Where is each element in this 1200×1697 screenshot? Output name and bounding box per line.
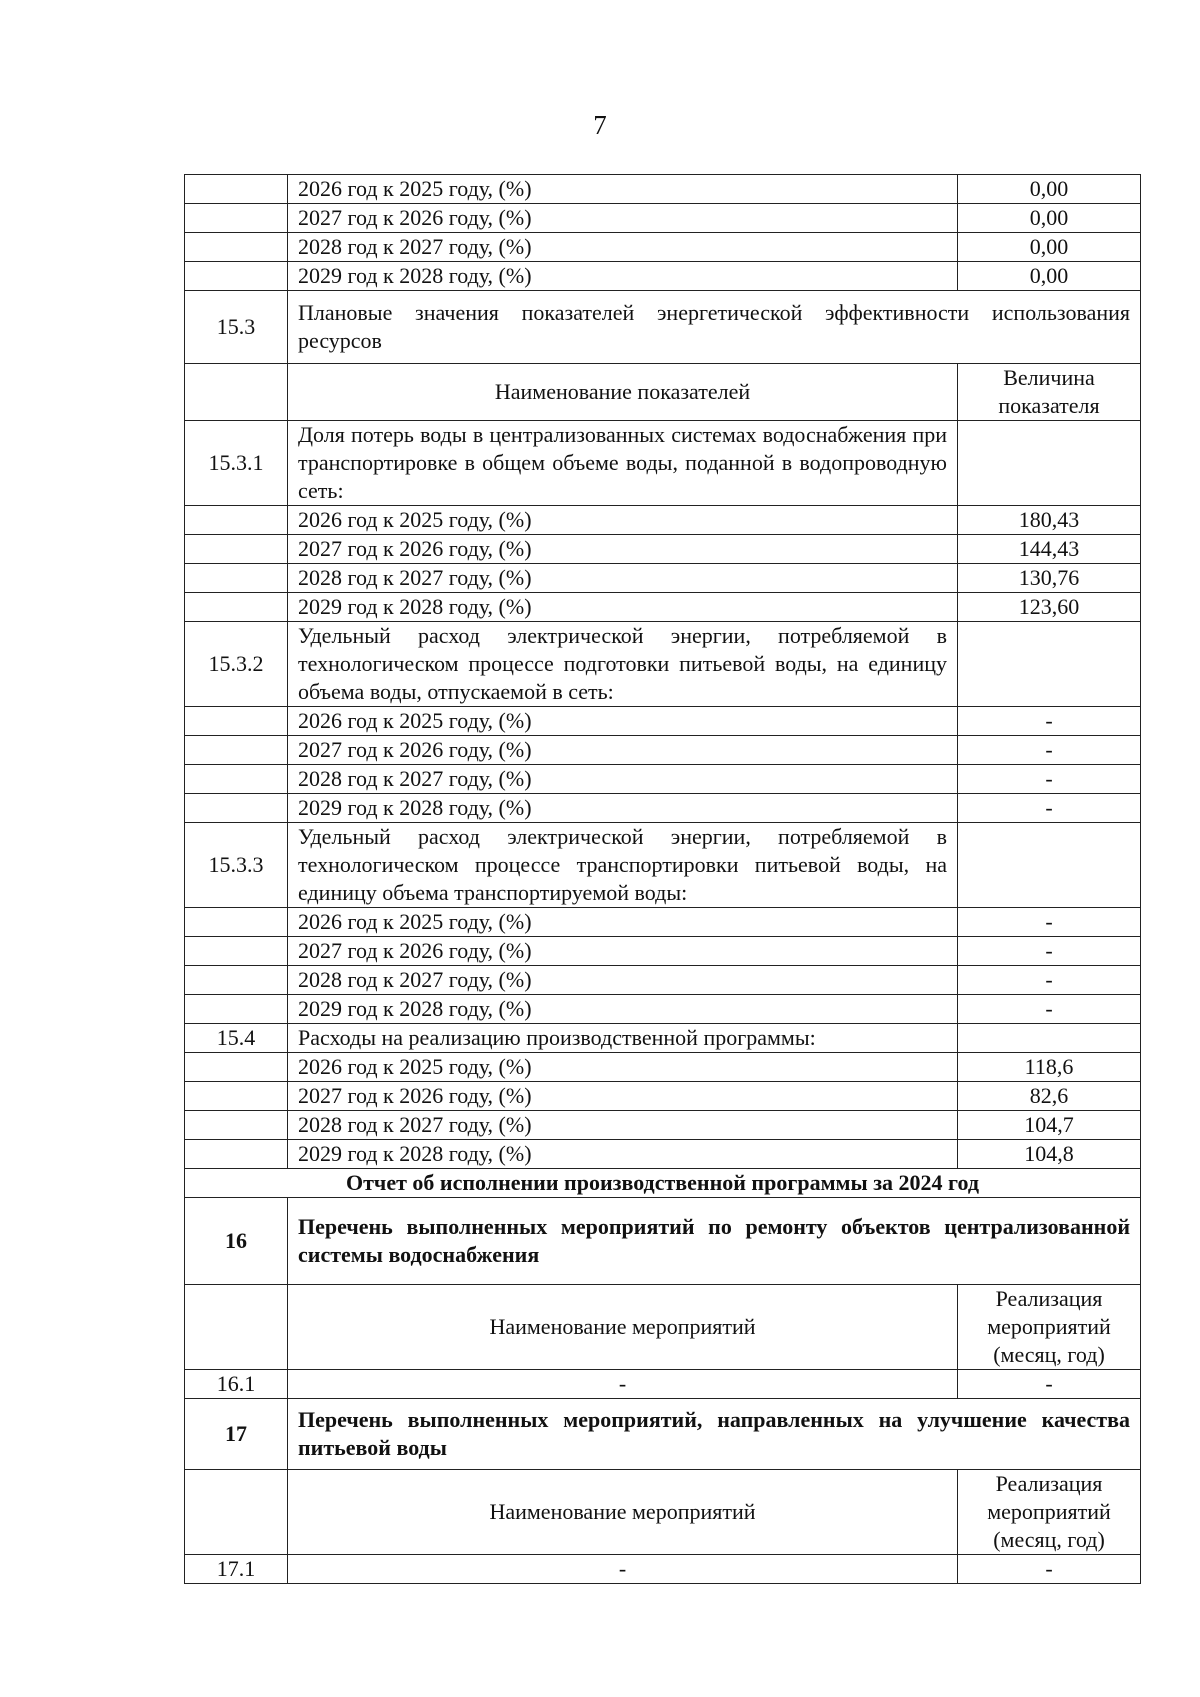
row-value: - — [958, 908, 1141, 937]
row-label: 2029 год к 2028 году, (%) — [288, 1140, 958, 1169]
indicators-table-body — [185, 175, 1141, 1584]
section-title: Перечень выполненных мероприятий по ремонту объектов централизованной системы водоснабжения — [288, 1198, 1141, 1285]
row-value: - — [958, 1555, 1141, 1584]
row-number — [185, 593, 288, 622]
row-value: 118,6 — [958, 1053, 1141, 1082]
row-number: 15.3.3 — [185, 823, 288, 908]
row-label: 2028 год к 2027 году, (%) — [288, 966, 958, 995]
table-row — [185, 564, 1141, 593]
row-number — [185, 937, 288, 966]
row-value: - — [958, 1370, 1141, 1399]
row-number — [185, 506, 288, 535]
row-label: 2028 год к 2027 году, (%) — [288, 1111, 958, 1140]
row-value — [958, 823, 1141, 908]
row-value: - — [958, 707, 1141, 736]
row-number — [185, 175, 288, 204]
row-label: Доля потерь воды в централизованных системах водоснабжения при транспортировке в общем объеме воды, поданной в водопроводную сеть: — [288, 421, 958, 506]
table-row — [185, 794, 1141, 823]
row-number — [185, 262, 288, 291]
row-number — [185, 1285, 288, 1370]
section-heading: Отчет об исполнении производственной программы за 2024 год — [185, 1169, 1141, 1198]
row-number — [185, 794, 288, 823]
table-row — [185, 593, 1141, 622]
indicators-table — [184, 174, 1141, 1584]
row-label: 2028 год к 2027 году, (%) — [288, 564, 958, 593]
row-value: 180,43 — [958, 506, 1141, 535]
table-row — [185, 175, 1141, 204]
section-title: Плановые значения показателей энергетической эффективности использования ресурсов — [288, 291, 1141, 364]
row-label: 2026 год к 2025 году, (%) — [288, 1053, 958, 1082]
page-number: 7 — [593, 110, 607, 140]
row-number: 17.1 — [185, 1555, 288, 1584]
table-row — [185, 1140, 1141, 1169]
table-row — [185, 1370, 1141, 1399]
row-number — [185, 707, 288, 736]
row-number — [185, 765, 288, 794]
row-value: - — [958, 736, 1141, 765]
row-number — [185, 364, 288, 421]
row-label: 2027 год к 2026 году, (%) — [288, 204, 958, 233]
row-label: 2029 год к 2028 году, (%) — [288, 262, 958, 291]
row-value: 104,8 — [958, 1140, 1141, 1169]
table-row — [185, 1555, 1141, 1584]
row-label: 2026 год к 2025 году, (%) — [288, 506, 958, 535]
table-row — [185, 1111, 1141, 1140]
row-value: 123,60 — [958, 593, 1141, 622]
row-value: - — [958, 765, 1141, 794]
row-value — [958, 622, 1141, 707]
row-label: 2026 год к 2025 году, (%) — [288, 707, 958, 736]
row-label: - — [288, 1555, 958, 1584]
row-value: - — [958, 995, 1141, 1024]
table-row — [185, 535, 1141, 564]
row-value: 130,76 — [958, 564, 1141, 593]
table-row — [185, 364, 1141, 421]
row-value: 0,00 — [958, 175, 1141, 204]
row-value — [958, 1024, 1141, 1053]
table-row — [185, 1399, 1141, 1470]
column-header-name: Наименование мероприятий — [288, 1285, 958, 1370]
row-number — [185, 966, 288, 995]
row-number — [185, 1111, 288, 1140]
row-label: 2028 год к 2027 году, (%) — [288, 233, 958, 262]
row-value: - — [958, 966, 1141, 995]
table-row — [185, 1053, 1141, 1082]
table-row — [185, 995, 1141, 1024]
row-label: 2027 год к 2026 году, (%) — [288, 937, 958, 966]
column-header-value: Величина показателя — [958, 364, 1141, 421]
row-value: 82,6 — [958, 1082, 1141, 1111]
row-value: - — [958, 794, 1141, 823]
row-number — [185, 1470, 288, 1555]
table-row — [185, 1198, 1141, 1285]
column-header-name: Наименование показателей — [288, 364, 958, 421]
section-title: Перечень выполненных мероприятий, направленных на улучшение качества питьевой воды — [288, 1399, 1141, 1470]
column-header-name: Наименование мероприятий — [288, 1470, 958, 1555]
row-label: 2027 год к 2026 году, (%) — [288, 535, 958, 564]
row-label: 2027 год к 2026 году, (%) — [288, 736, 958, 765]
table-row — [185, 1082, 1141, 1111]
table-row — [185, 421, 1141, 506]
row-value: 0,00 — [958, 262, 1141, 291]
table-row — [185, 204, 1141, 233]
row-value: 0,00 — [958, 204, 1141, 233]
row-label: 2029 год к 2028 году, (%) — [288, 794, 958, 823]
table-row — [185, 937, 1141, 966]
row-value: 0,00 — [958, 233, 1141, 262]
row-label: - — [288, 1370, 958, 1399]
table-row — [185, 291, 1141, 364]
table-row — [185, 1024, 1141, 1053]
row-number — [185, 233, 288, 262]
row-value: - — [958, 937, 1141, 966]
table-row — [185, 1169, 1141, 1198]
column-header-value: Реализация мероприятий (месяц, год) — [958, 1470, 1141, 1555]
row-number: 15.3.2 — [185, 622, 288, 707]
table-row — [185, 262, 1141, 291]
row-number — [185, 204, 288, 233]
table-row — [185, 1470, 1141, 1555]
table-row — [185, 622, 1141, 707]
row-number: 15.3 — [185, 291, 288, 364]
row-number — [185, 736, 288, 765]
table-row — [185, 1285, 1141, 1370]
row-label: Удельный расход электрической энергии, потребляемой в технологическом процессе транспортировки питьевой воды, на единицу объема транспортируемой воды: — [288, 823, 958, 908]
table-row — [185, 823, 1141, 908]
row-value: 104,7 — [958, 1111, 1141, 1140]
row-number — [185, 535, 288, 564]
row-label: 2026 год к 2025 году, (%) — [288, 175, 958, 204]
table-row — [185, 506, 1141, 535]
row-label: Расходы на реализацию производственной программы: — [288, 1024, 958, 1053]
table-row — [185, 765, 1141, 794]
row-number — [185, 908, 288, 937]
table-row — [185, 908, 1141, 937]
row-label: 2026 год к 2025 году, (%) — [288, 908, 958, 937]
table-row — [185, 736, 1141, 765]
row-label: 2029 год к 2028 году, (%) — [288, 593, 958, 622]
row-number — [185, 1140, 288, 1169]
row-label: 2029 год к 2028 году, (%) — [288, 995, 958, 1024]
row-number: 15.3.1 — [185, 421, 288, 506]
row-value — [958, 421, 1141, 506]
row-number — [185, 995, 288, 1024]
table-row — [185, 966, 1141, 995]
row-number — [185, 1082, 288, 1111]
table-row — [185, 233, 1141, 262]
row-number — [185, 564, 288, 593]
row-label: Удельный расход электрической энергии, потребляемой в технологическом процессе подготовки питьевой воды, на единицу объема воды, отпускаемой в сеть: — [288, 622, 958, 707]
row-number — [185, 1053, 288, 1082]
row-number: 17 — [185, 1399, 288, 1470]
table-row — [185, 707, 1141, 736]
row-number: 15.4 — [185, 1024, 288, 1053]
row-number: 16 — [185, 1198, 288, 1285]
column-header-value: Реализация мероприятий (месяц, год) — [958, 1285, 1141, 1370]
row-label: 2028 год к 2027 году, (%) — [288, 765, 958, 794]
row-label: 2027 год к 2026 году, (%) — [288, 1082, 958, 1111]
row-value: 144,43 — [958, 535, 1141, 564]
row-number: 16.1 — [185, 1370, 288, 1399]
